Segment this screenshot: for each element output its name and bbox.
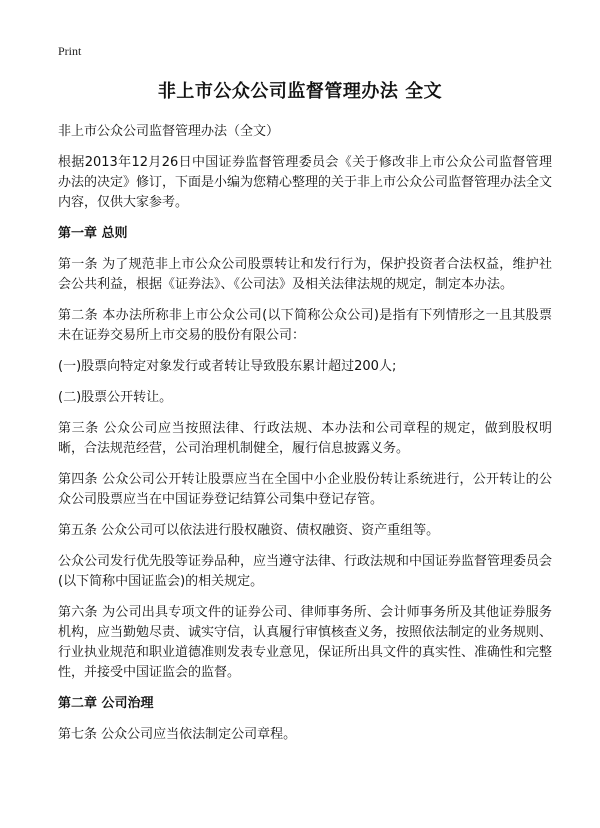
article-2: 第二条 本办法所称非上市公众公司(以下简称公众公司)是指有下列情形之一且其股票未在证券交易所上市交易的股份有限公司： bbox=[58, 308, 552, 343]
article-6: 第六条 为公司出具专项文件的证券公司、律师事务所、会计师事务所及其他证券服务机构，应当勤勉尽责、诚实守信，认真履行审慎核查义务，按照依法制定的业务规则、行业执业规范和职业道德准则发表专业意见，保证所出具文件的真实性、准确性和完整性，并接受中国证监会的监督。 bbox=[58, 605, 553, 680]
document-subtitle: 非上市公众公司监督管理办法（全文） bbox=[58, 124, 280, 139]
article-5: 第五条 公众公司可以依法进行股权融资、债权融资、资产重组等。 bbox=[58, 523, 440, 538]
intro-paragraph: 根据2013年12月26日中国证券监督管理委员会《关于修改非上市公众公司监督管理办法的决定》修订，下面是小编为您精心整理的关于非上市公众公司监督管理办法全文内容，仅供大家参考。 bbox=[58, 155, 553, 210]
document-body bbox=[58, 122, 552, 756]
article-4: 第四条 公众公司公开转让股票应当在全国中小企业股份转让系统进行，公开转让的公众公司股票应当在中国证券登记结算公司集中登记存管。 bbox=[58, 472, 552, 507]
article-2-item-2: (二)股票公开转让。 bbox=[58, 390, 173, 405]
print-link[interactable]: Print bbox=[58, 44, 82, 58]
article-5-paragraph-2: 公众公司发行优先股等证券品种，应当遵守法律、行政法规和中国证券监督管理委员会(以下简称中国证监会)的相关规定。 bbox=[58, 554, 553, 589]
article-2-item-1: (一)股票向特定对象发行或者转让导致股东累计超过200人; bbox=[58, 359, 397, 374]
page-title: 非上市公众公司监督管理办法 全文 bbox=[157, 81, 443, 102]
article-1: 第一条 为了规范非上市公众公司股票转让和发行行为，保护投资者合法权益，维护社会公共利益，根据《证券法》、《公司法》及相关法律法规的规定，制定本办法。 bbox=[58, 257, 552, 292]
chapter-2-heading: 第二章 公司治理 bbox=[58, 696, 154, 711]
chapter-1-heading: 第一章 总则 bbox=[58, 226, 128, 241]
article-7: 第七条 公众公司应当依法制定公司章程。 bbox=[58, 727, 297, 742]
article-3: 第三条 公众公司应当按照法律、行政法规、本办法和公司章程的规定，做到股权明晰，合法规范经营，公司治理机制健全，履行信息披露义务。 bbox=[58, 421, 552, 456]
